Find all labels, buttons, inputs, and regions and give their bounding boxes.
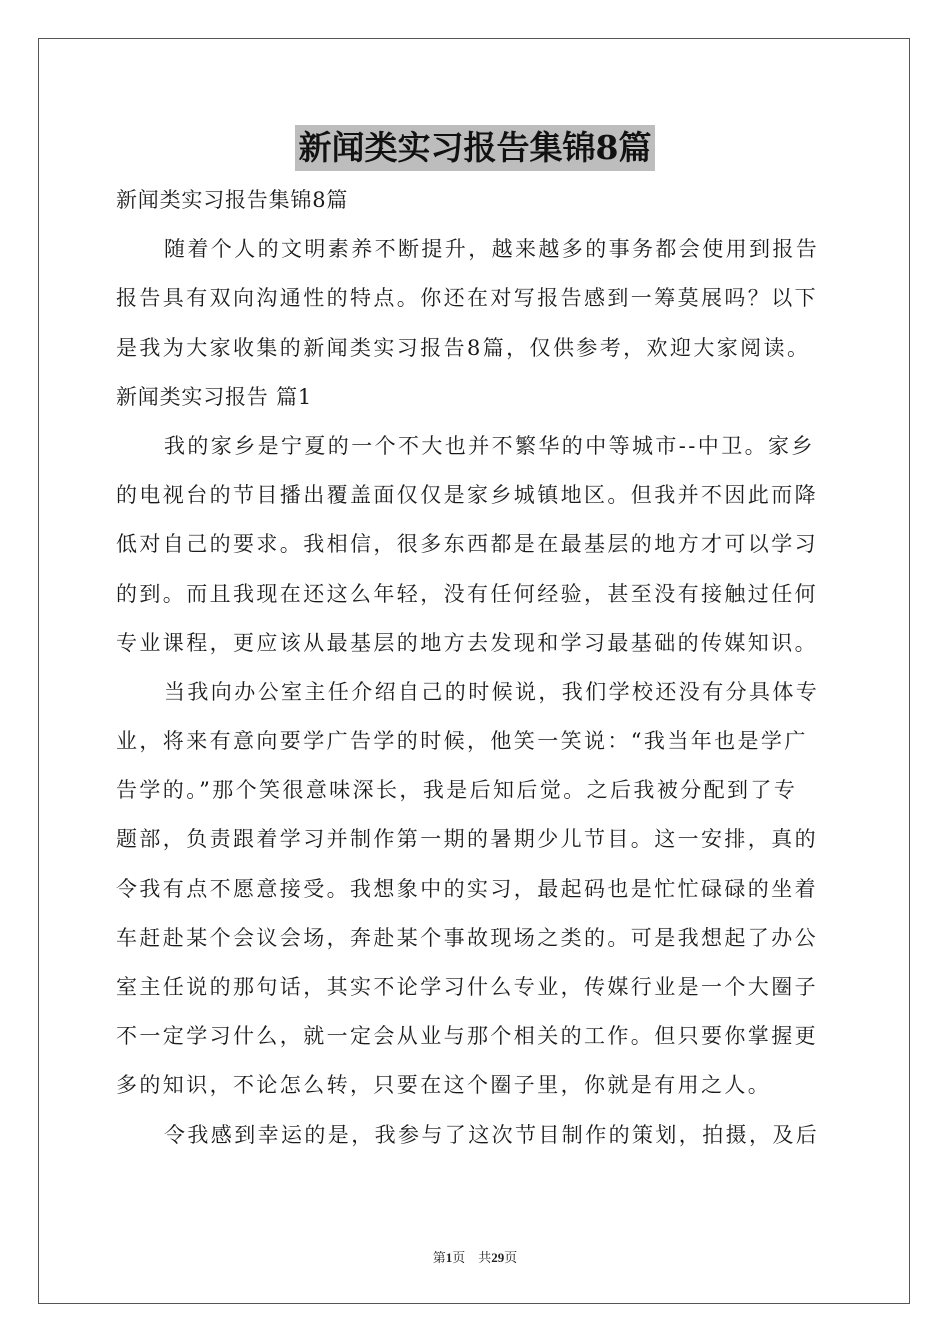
text-line: 的电视台的节目播出覆盖面仅仅是家乡城镇地区。但我并不因此而降 xyxy=(116,483,818,508)
text-line: 告学的。”那个笑很意味深长，我是后知后觉。之后我被分配到了专 xyxy=(116,778,798,803)
text-line: 不一定学习什么，就一定会从业与那个相关的工作。但只要你掌握更 xyxy=(116,1024,818,1049)
document-body xyxy=(116,176,836,1160)
text-line: 随着个人的文明素养不断提升，越来越多的事务都会使用到报告 xyxy=(164,237,820,262)
total-page-count: 29 xyxy=(491,1250,505,1265)
document-title: 新闻类实习报告集锦8篇 xyxy=(295,125,656,171)
section-heading: 新闻类实习报告 篇1 xyxy=(116,384,313,409)
text-line: 室主任说的那句话，其实不论学习什么专业，传媒行业是一个大圈子 xyxy=(116,975,818,999)
text-line: 令我有点不愿意接受。我想象中的实习，最起码也是忙忙碌碌的坐着 xyxy=(116,876,818,901)
text-line: 专业课程，更应该从最基层的地方去发现和学习最基础的传媒知识。 xyxy=(116,630,818,655)
text-line: 报告具有双向沟通性的特点。你还在对写报告感到一筹莫展吗？以下 xyxy=(116,286,818,311)
text-line: 的到。而且我现在还这么年轻，没有任何经验，甚至没有接触过任何 xyxy=(116,581,818,606)
text-line: 多的知识，不论怎么转，只要在这个圈子里，你就是有用之人。 xyxy=(116,1073,772,1098)
text-line: 当我向办公室主任介绍自己的时候说，我们学校还没有分具体专 xyxy=(164,679,820,704)
text-line: 我的家乡是宁夏的一个不大也并不繁华的中等城市--中卫。家乡 xyxy=(164,433,815,458)
text-line: 车赶赴某个会议会场，奔赴某个事故现场之类的。可是我想起了办公 xyxy=(116,925,818,950)
section-heading: 新闻类实习报告集锦8篇 xyxy=(116,188,349,212)
text-line: 是我为大家收集的新闻类实习报告8篇，仅供参考，欢迎大家阅读。 xyxy=(116,335,811,360)
current-page-number: 1 xyxy=(445,1250,453,1265)
page-footer xyxy=(0,1247,950,1266)
title-area xyxy=(0,125,950,171)
footer-middle: 页 共 xyxy=(452,1250,492,1265)
footer-prefix: 第 xyxy=(432,1250,446,1265)
text-line: 题部，负责跟着学习并制作第一期的暑期少儿节目。这一安排，真的 xyxy=(116,827,818,852)
text-line: 令我感到幸运的是，我参与了这次节目制作的策划，拍摄，及后 xyxy=(164,1122,820,1147)
text-line: 低对自己的要求。我相信，很多东西都是在最基层的地方才可以学习 xyxy=(116,532,818,557)
footer-suffix: 页 xyxy=(504,1250,518,1265)
text-line: 业，将来有意向要学广告学的时候，他笑一笑说：“我当年也是学广 xyxy=(116,729,808,754)
